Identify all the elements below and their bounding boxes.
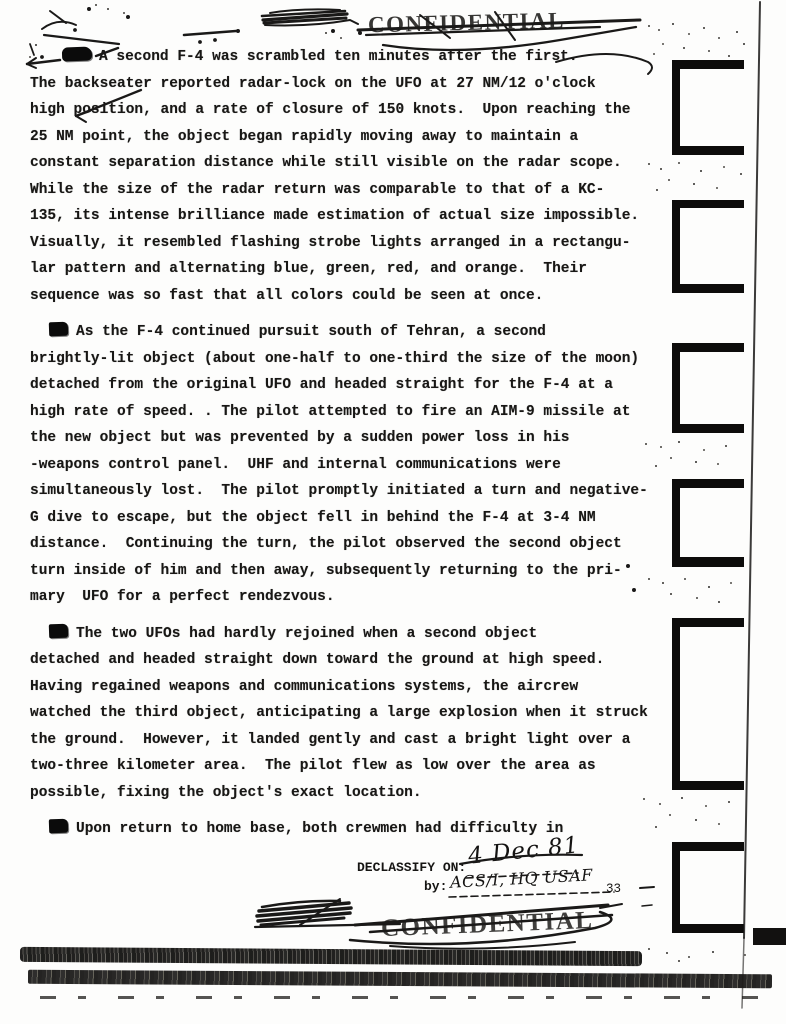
- text-line: The backseater reported radar-lock on the UFO at 27 NM/12 o'clock: [30, 75, 596, 92]
- text-line: mary UFO for a perfect rendezvous.: [30, 589, 335, 605]
- film-frame-artifact: [672, 60, 744, 155]
- redaction-mark: [49, 623, 68, 638]
- text-line: A second F-4 was scrambled ten minutes after the first.: [30, 44, 662, 71]
- text-line: 135, its intense brilliance made estimation of actual size impossible.: [30, 208, 640, 224]
- redaction-mark: [49, 819, 68, 834]
- text-line: Upon return to home base, both crewmen had difficulty in: [30, 816, 662, 843]
- redaction-mark: [62, 46, 92, 61]
- film-frame-artifact: [672, 842, 744, 933]
- declassify-on-label: DECLASSIFY ON:: [357, 860, 467, 875]
- text-line: distance. Continuing the turn, the pilot observed the second object: [30, 536, 622, 552]
- scribbled-out-stamp-block: [255, 899, 400, 927]
- scan-noise: [648, 163, 650, 165]
- text-line: While the size of the radar return was comparable to that of a KC-: [30, 181, 605, 198]
- scan-noise-band: [40, 996, 760, 999]
- declassify-date-handwritten: 4 Dec 81: [466, 832, 581, 870]
- text-line: constant separation distance while still visible on the radar scope.: [30, 155, 622, 171]
- text-line: -weapons control panel. UHF and internal communications were: [30, 456, 561, 473]
- text-line: the new object but was prevented by a sudden power loss in his: [30, 430, 570, 446]
- page-number: 33: [606, 882, 622, 896]
- scan-noise-band: [20, 947, 642, 966]
- text-line: turn inside of him and then away, subsequently returning to the pri-: [30, 562, 622, 579]
- declassify-by-label: by:: [424, 879, 448, 894]
- scan-noise: [645, 443, 647, 445]
- text-line: detached and headed straight down toward the ground at high speed.: [30, 652, 605, 668]
- scan-noise: [648, 948, 650, 950]
- text-line: The two UFOs had hardly rejoined when a second object: [30, 621, 662, 648]
- text-line: possible, fixing the object's exact location.: [30, 784, 422, 801]
- classification-stamp-top: CONFIDENTIAL: [367, 7, 566, 38]
- text-line: Having regained weapons and communications systems, the aircrew: [30, 678, 579, 695]
- paragraph-1: [30, 44, 662, 309]
- text-line: the ground. However, it landed gently and cast a bright light over a: [30, 731, 631, 748]
- scan-noise: [648, 578, 650, 580]
- scribbled-out-word: [237, 9, 362, 34]
- film-frame-artifact: [672, 479, 744, 567]
- text-line: high rate of speed. . The pilot attempted to fire an AIM-9 missile at: [30, 403, 631, 420]
- text-line: watched the third object, anticipating a large explosion when it struck: [30, 705, 648, 721]
- document-body: [30, 44, 662, 853]
- paragraph-3: [30, 621, 662, 807]
- text-line: lar pattern and alternating blue, green, red, and orange. Their: [30, 261, 587, 277]
- film-frame-artifact: [672, 343, 744, 433]
- text-line: high position, and a rate of closure of 150 knots. Upon reaching the: [30, 102, 631, 118]
- film-frame-artifact: [672, 200, 744, 293]
- classification-stamp-bottom: CONFIDENTIAL: [380, 906, 594, 943]
- text-line: brightly-lit object (about one-half to one-third the size of the moon): [30, 350, 640, 367]
- text-line: G dive to escape, but the object fell in behind the F-4 at 3-4 NM: [30, 509, 596, 526]
- paragraph-2: [30, 319, 662, 611]
- text-line: As the F-4 continued pursuit south of Tehran, a second: [30, 319, 662, 346]
- film-edge-artifact: [753, 928, 786, 945]
- redaction-mark: [49, 322, 68, 337]
- scan-noise: [95, 4, 97, 6]
- scan-noise: [648, 25, 650, 27]
- text-line: Visually, it resembled flashing strobe lights arranged in a rectangu-: [30, 234, 631, 251]
- text-line: sequence was so fast that all colors could be seen at once.: [30, 287, 544, 304]
- text-line: simultaneously lost. The pilot promptly initiated a turn and negative-: [30, 483, 648, 499]
- scan-noise-band: [28, 970, 772, 989]
- scan-noise: [643, 798, 645, 800]
- text-line: detached from the original UFO and headed straight for the F-4 at a: [30, 377, 613, 393]
- film-frame-artifact: [672, 618, 744, 790]
- text-line: 25 NM point, the object began rapidly moving away to maintain a: [30, 128, 579, 145]
- declassify-authority-handwritten: ACS/I, HQ USAF: [449, 865, 594, 892]
- text-line: two-three kilometer area. The pilot flew as low over the area as: [30, 758, 596, 774]
